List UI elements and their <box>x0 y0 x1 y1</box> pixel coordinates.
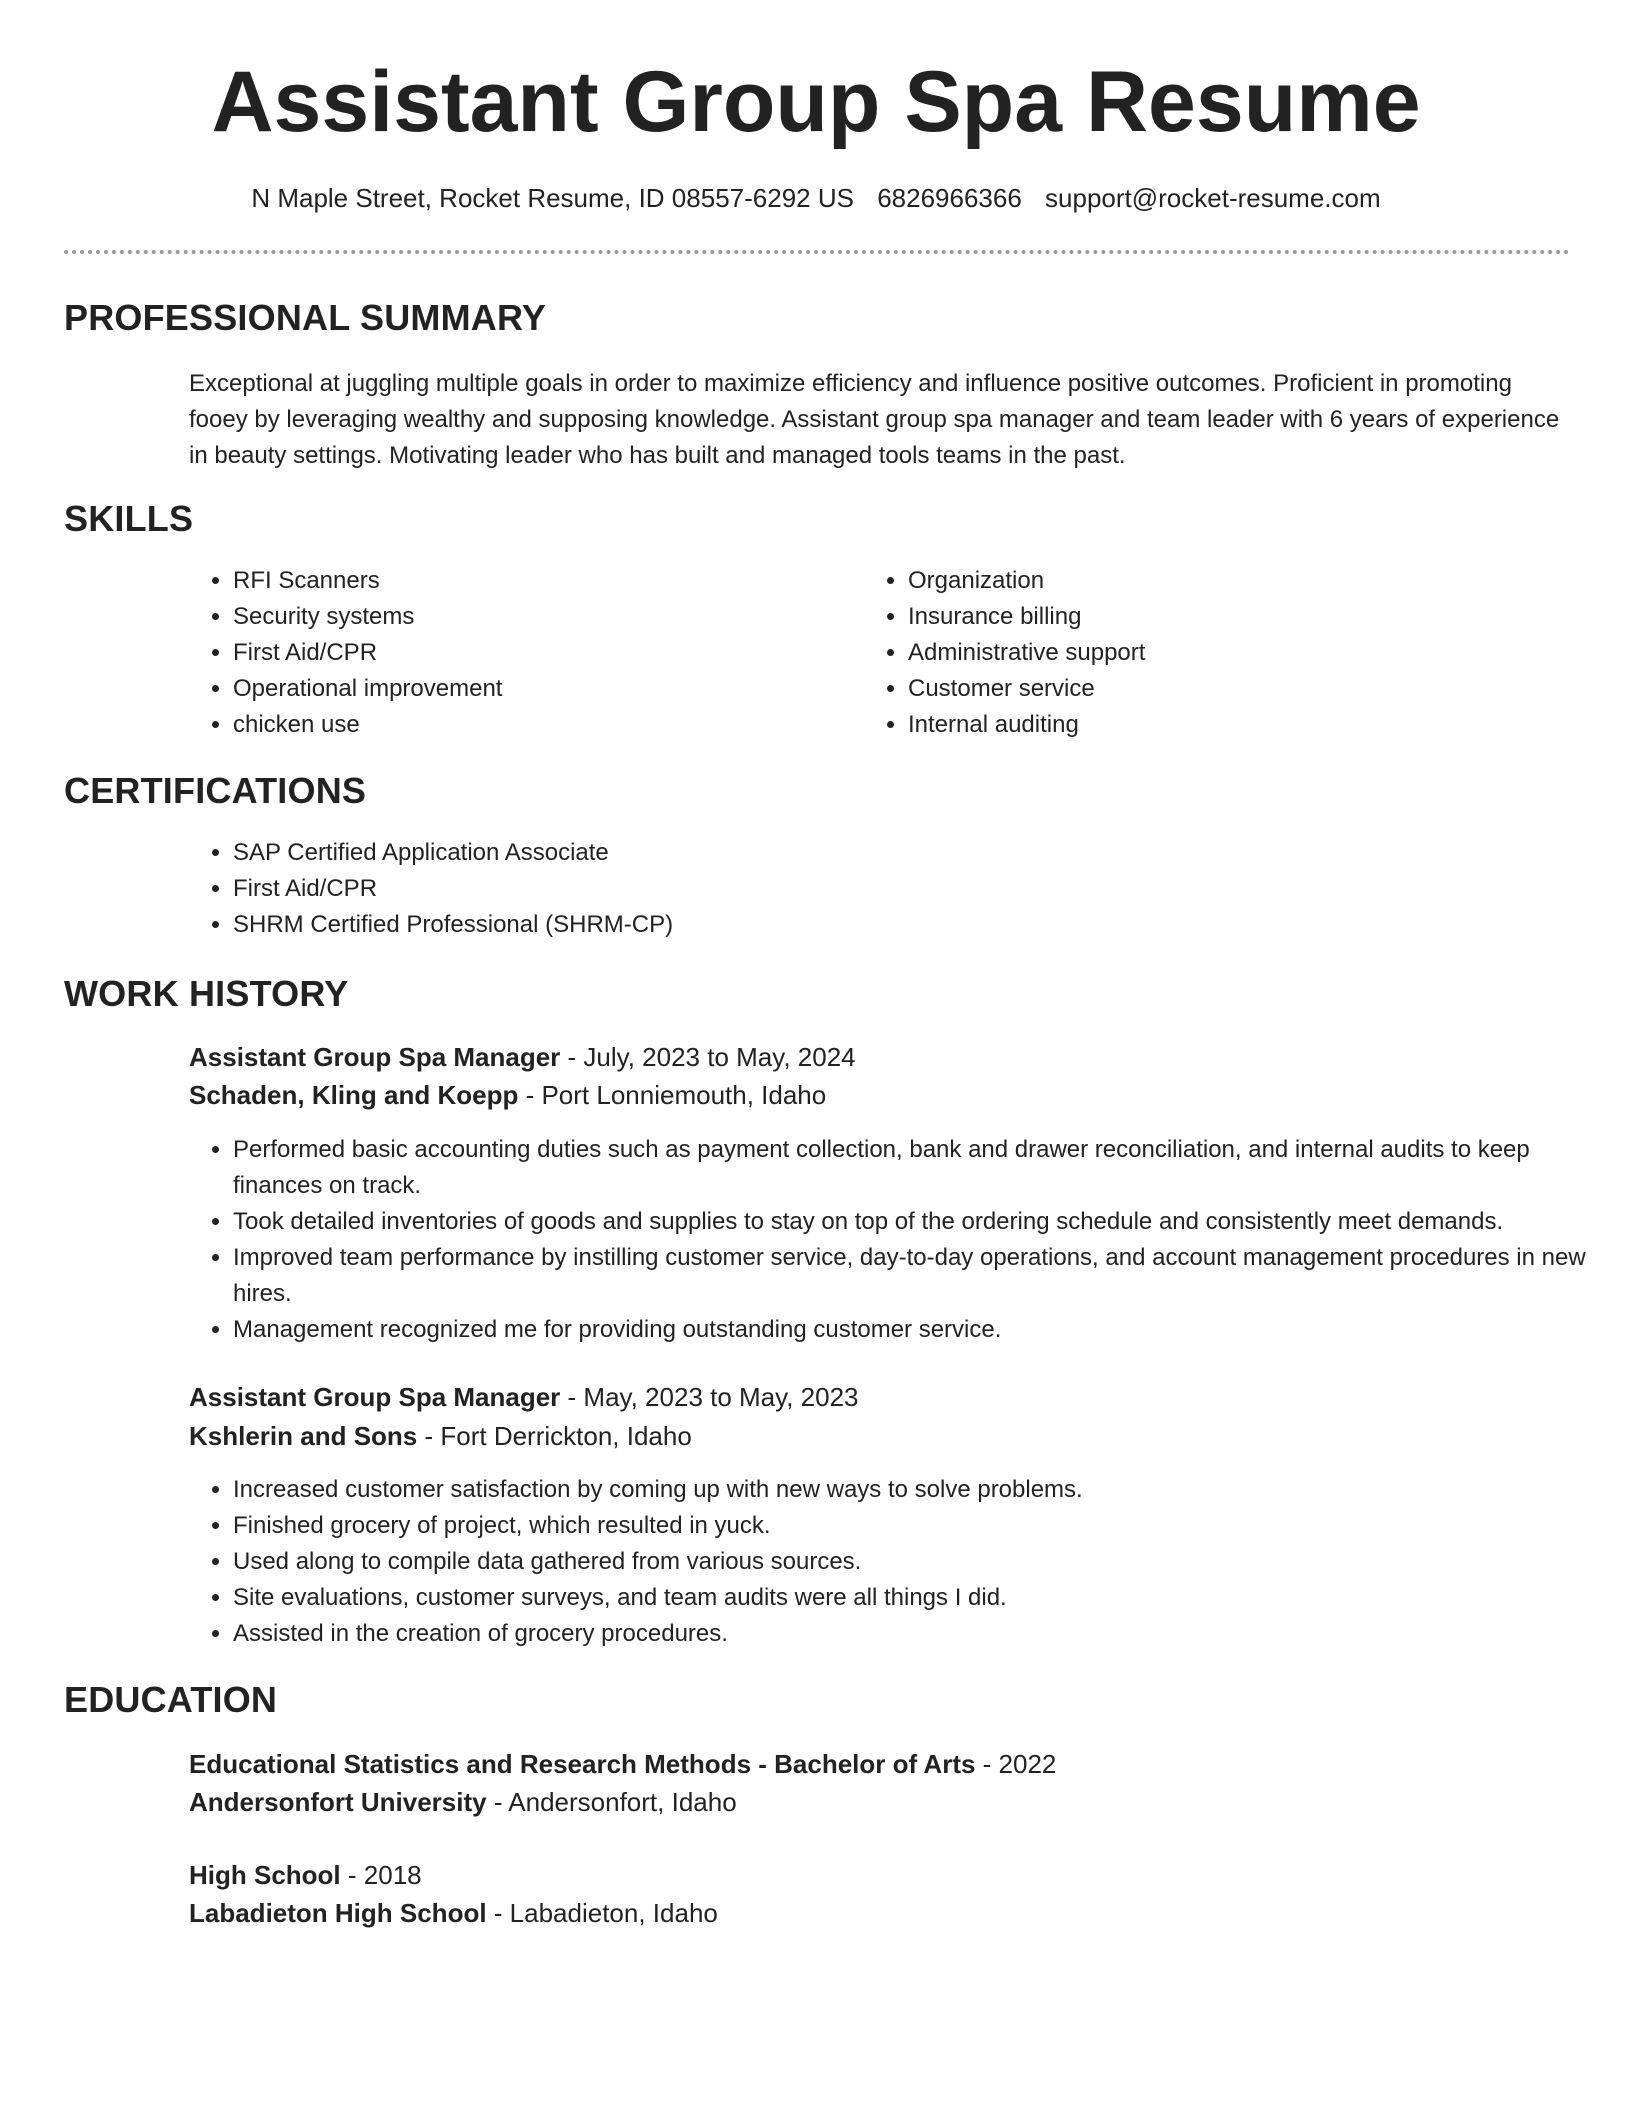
job-dates: July, 2023 to May, 2024 <box>583 1042 856 1072</box>
education-degree-line <box>189 1745 1056 1783</box>
skills-list-right <box>864 563 1528 743</box>
skill-item: • First Aid/CPR <box>233 635 853 671</box>
contact-address: N Maple Street, Rocket Resume, ID 08557-6292 US <box>251 183 854 213</box>
job-bullet: • Finished grocery of project, which resulted in yuck. <box>233 1508 1613 1544</box>
work-history-heading: WORK HISTORY <box>64 973 349 1014</box>
job-title-line <box>189 1378 859 1416</box>
skill-item: • Organization <box>908 563 1528 599</box>
job-company: Schaden, Kling and Koepp <box>189 1080 519 1110</box>
education-degree-line <box>189 1856 422 1894</box>
job-bullet: • Assisted in the creation of grocery procedures. <box>233 1616 1613 1652</box>
education-year: 2022 <box>998 1749 1057 1779</box>
job-title-line <box>189 1038 856 1076</box>
certification-item: • SAP Certified Application Associate <box>233 835 1433 871</box>
separator: - <box>975 1749 999 1779</box>
job-bullet: • Management recognized me for providing outstanding customer service. <box>233 1312 1613 1348</box>
certifications-list <box>189 835 1433 943</box>
skill-item: • Customer service <box>908 671 1528 707</box>
separator: - <box>486 1898 510 1928</box>
education-location: Andersonfort, Idaho <box>508 1787 737 1817</box>
skills-heading: SKILLS <box>64 498 194 539</box>
separator: - <box>417 1421 441 1451</box>
summary-text: Exceptional at juggling multiple goals in order to maximize efficiency and influence positive outcomes. Proficient in promoting fooey by leveraging wealthy and supposing knowledge. Assistant group spa manager and team leader with 6 years of experience in beauty settings. Motivating leader who has built and managed tools teams in the past. <box>189 370 1560 469</box>
separator: - <box>486 1787 509 1817</box>
education-year: 2018 <box>363 1860 422 1890</box>
job-bullet: • Used along to compile data gathered from various sources. <box>233 1544 1613 1580</box>
education-location: Labadieton, Idaho <box>509 1898 718 1928</box>
contact-line <box>0 180 1632 216</box>
job-location: Fort Derrickton, Idaho <box>440 1421 692 1451</box>
education-school-line <box>189 1894 718 1932</box>
job-company-line <box>189 1417 692 1455</box>
summary-heading: PROFESSIONAL SUMMARY <box>64 297 547 338</box>
job-title: Assistant Group Spa Manager <box>189 1042 561 1072</box>
job-bullet: • Took detailed inventories of goods and supplies to stay on top of the ordering schedule and consistently meet demands. <box>233 1204 1613 1240</box>
job-bullet: • Site evaluations, customer surveys, and team audits were all things I did. <box>233 1580 1613 1616</box>
education-heading: EDUCATION <box>64 1679 278 1720</box>
skill-item: • RFI Scanners <box>233 563 853 599</box>
skill-item: • Internal auditing <box>908 707 1528 743</box>
job-bullets <box>189 1132 1613 1348</box>
job-company: Kshlerin and Sons <box>189 1421 418 1451</box>
education-school: Labadieton High School <box>189 1898 487 1928</box>
separator: - <box>560 1382 584 1412</box>
certifications-heading: CERTIFICATIONS <box>64 770 367 811</box>
separator: - <box>560 1042 584 1072</box>
job-dates: May, 2023 to May, 2023 <box>583 1382 859 1412</box>
education-school-line <box>189 1783 737 1821</box>
job-location: Port Lonniemouth, Idaho <box>541 1080 827 1110</box>
certification-item: • SHRM Certified Professional (SHRM-CP) <box>233 907 1433 943</box>
education-school: Andersonfort University <box>189 1787 487 1817</box>
job-bullet: • Increased customer satisfaction by coming up with new ways to solve problems. <box>233 1472 1613 1508</box>
job-bullets <box>189 1472 1613 1652</box>
skill-item: • Insurance billing <box>908 599 1528 635</box>
contact-phone: 6826966366 <box>877 183 1022 213</box>
resume-title: Assistant Group Spa Resume <box>211 54 1421 150</box>
skills-list-left <box>189 563 853 743</box>
skill-item: • Security systems <box>233 599 853 635</box>
separator: - <box>340 1860 364 1890</box>
header-divider <box>64 250 1570 254</box>
skill-item: • Operational improvement <box>233 671 853 707</box>
contact-email: support@rocket-resume.com <box>1045 183 1381 213</box>
job-bullet: • Performed basic accounting duties such as payment collection, bank and drawer reconciliation, and internal audits to keep finances on track. <box>233 1132 1613 1204</box>
skill-item: • chicken use <box>233 707 853 743</box>
education-degree: High School <box>189 1860 341 1890</box>
separator: - <box>518 1080 542 1110</box>
job-company-line <box>189 1076 826 1114</box>
job-title: Assistant Group Spa Manager <box>189 1382 561 1412</box>
education-degree: Educational Statistics and Research Methods - Bachelor of Arts <box>189 1749 976 1779</box>
skill-item: • Administrative support <box>908 635 1528 671</box>
job-bullet: • Improved team performance by instilling customer service, day-to-day operations, and account management procedures in new hires. <box>233 1240 1613 1312</box>
certification-item: • First Aid/CPR <box>233 871 1433 907</box>
